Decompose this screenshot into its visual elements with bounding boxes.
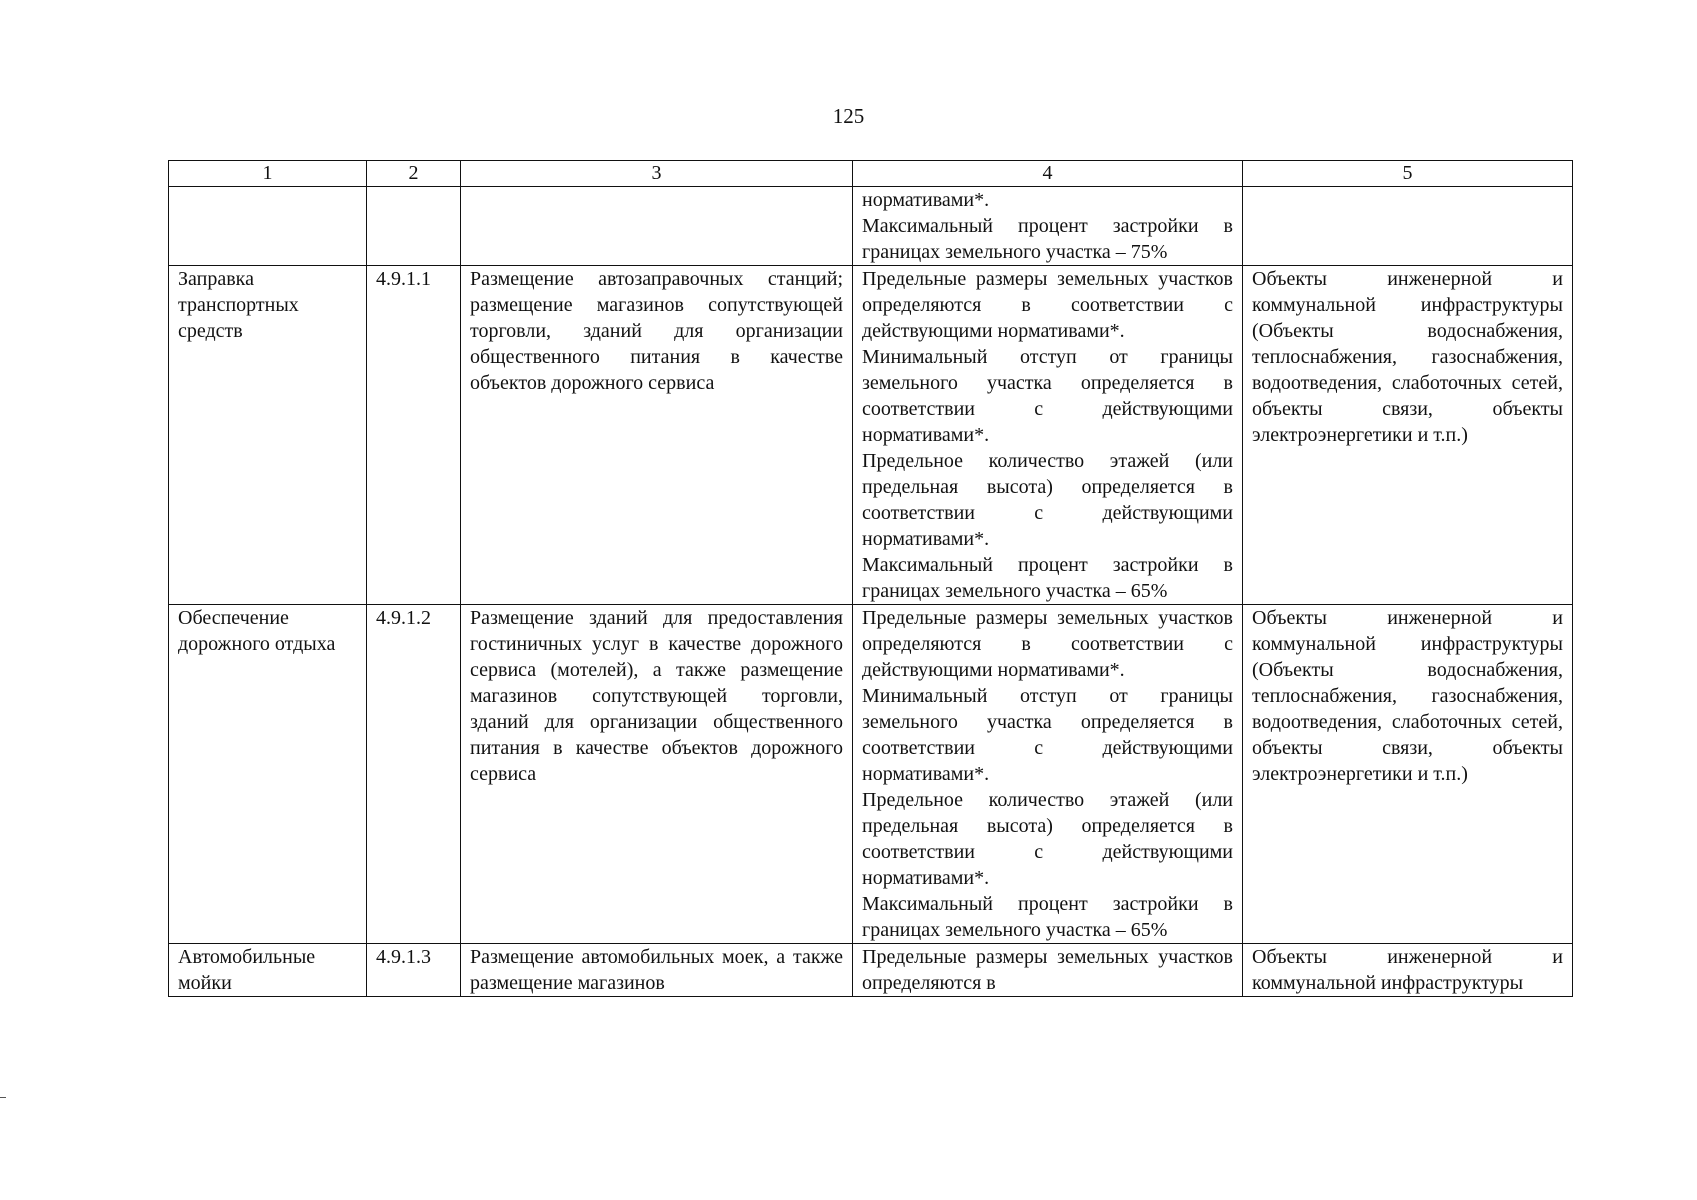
use-code: 4.9.1.2 xyxy=(367,605,461,944)
param-text: Предельное количество этажей (или предельная высота) определяется в соответствии с действующими нормативами*. xyxy=(862,789,1233,889)
param-text: Максимальный процент застройки в границах земельного участка – 65% xyxy=(862,893,1233,941)
header-col-2: 2 xyxy=(367,161,461,187)
header-col-3: 3 xyxy=(461,161,853,187)
header-col-1: 1 xyxy=(169,161,367,187)
page-number: 125 xyxy=(832,104,865,128)
auxiliary-uses: Объекты инженерной и коммунальной инфраструктуры xyxy=(1243,944,1573,997)
use-params xyxy=(853,266,1243,605)
param-text: Предельные размеры земельных участков определяются в соответствии с действующими нормативами*. xyxy=(862,268,1233,342)
param-text: Предельные размеры земельных участков определяются в xyxy=(862,946,1233,994)
continuation-cell-code xyxy=(367,187,461,266)
use-description: Размещение автомобильных моек, а также размещение магазинов xyxy=(461,944,853,997)
continuation-cell-params xyxy=(853,187,1243,266)
continuation-cell-auxiliary xyxy=(1243,187,1573,266)
use-name: Автомобильные мойки xyxy=(169,944,367,997)
param-text: Минимальный отступ от границы земельного участка определяется в соответствии с действующими нормативами*. xyxy=(862,346,1233,446)
use-params xyxy=(853,944,1243,997)
header-col-5: 5 xyxy=(1243,161,1573,187)
continuation-row xyxy=(169,187,1573,266)
param-text: Предельное количество этажей (или предельная высота) определяется в соответствии с действующими нормативами*. xyxy=(862,450,1233,550)
header-row xyxy=(169,161,1573,187)
use-name: Обеспечение дорожного отдыха xyxy=(169,605,367,944)
param-text: Максимальный процент застройки в границах земельного участка – 65% xyxy=(862,554,1233,602)
use-code: 4.9.1.1 xyxy=(367,266,461,605)
header-col-4: 4 xyxy=(853,161,1243,187)
auxiliary-uses: Объекты инженерной и коммунальной инфраструктуры (Объекты водоснабжения, теплоснабжения, газоснабжения, водоотведения, слаботочных сетей, объекты связи, объекты электроэнергетики и т.п.) xyxy=(1243,266,1573,605)
use-params xyxy=(853,605,1243,944)
param-text: нормативами*. xyxy=(862,189,990,211)
table-row xyxy=(169,605,1573,944)
scan-margin-mark xyxy=(0,1097,6,1098)
regulation-table xyxy=(168,160,1573,997)
use-description: Размещение зданий для предоставления гостиничных услуг в качестве дорожного сервиса (мотелей), а также размещение магазинов сопутствующей торговли, зданий для организации общественного питания в качестве объектов дорожного сервиса xyxy=(461,605,853,944)
use-name: Заправка транспортных средств xyxy=(169,266,367,605)
table-row xyxy=(169,944,1573,997)
continuation-cell-name xyxy=(169,187,367,266)
param-text: Максимальный процент застройки в границах земельного участка – 75% xyxy=(862,215,1233,263)
auxiliary-uses: Объекты инженерной и коммунальной инфраструктуры (Объекты водоснабжения, теплоснабжения, газоснабжения, водоотведения, слаботочных сетей, объекты связи, объекты электроэнергетики и т.п.) xyxy=(1243,605,1573,944)
use-description: Размещение автозаправочных станций; размещение магазинов сопутствующей торговли, зданий для организации общественного питания в качестве объектов дорожного сервиса xyxy=(461,266,853,605)
continuation-cell-description xyxy=(461,187,853,266)
table-row xyxy=(169,266,1573,605)
param-text: Предельные размеры земельных участков определяются в соответствии с действующими нормативами*. xyxy=(862,607,1233,681)
use-code: 4.9.1.3 xyxy=(367,944,461,997)
param-text: Минимальный отступ от границы земельного участка определяется в соответствии с действующими нормативами*. xyxy=(862,685,1233,785)
